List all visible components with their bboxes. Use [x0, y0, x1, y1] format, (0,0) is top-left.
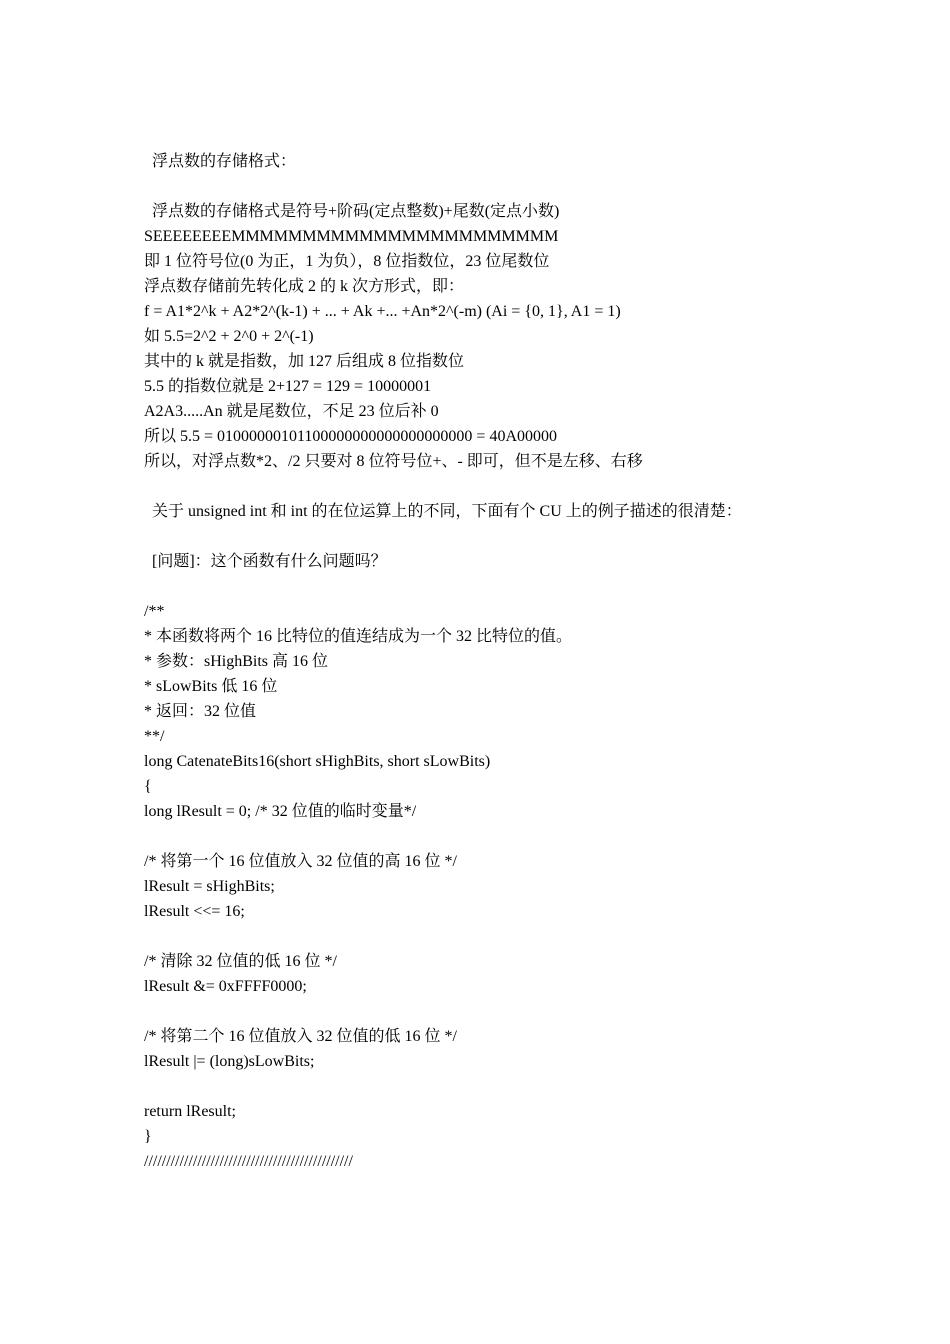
- code-line: * sLowBits 低 16 位: [144, 678, 278, 695]
- blank-line: [144, 574, 844, 599]
- paragraph-line: SEEEEEEEEMMMMMMMMMMMMMMMMMMMMMMM: [144, 228, 559, 245]
- document-body: [144, 149, 844, 1174]
- paragraph-line: 所以，对浮点数*2、/2 只要对 8 位符号位+、- 即可，但不是左移、右移: [144, 453, 643, 470]
- code-line: lResult <<= 16;: [144, 903, 245, 920]
- code-line: lResult = sHighBits;: [144, 878, 275, 895]
- code-line: /* 将第一个 16 位值放入 32 位值的高 16 位 */: [144, 853, 457, 870]
- code-line: long CatenateBits16(short sHighBits, short sLowBits): [144, 753, 491, 770]
- question-line: [问题]：这个函数有什么问题吗？: [152, 553, 387, 570]
- blank-line: [144, 1074, 844, 1099]
- code-line: long lResult = 0; /* 32 位值的临时变量*/: [144, 803, 417, 820]
- code-line: * 参数：sHighBits 高 16 位: [144, 653, 329, 670]
- code-line: lResult &= 0xFFFF0000;: [144, 978, 307, 995]
- paragraph-line: 关于 unsigned int 和 int 的在位运算上的不同，下面有个 CU 上的例子描述的很清楚：: [152, 503, 742, 520]
- paragraph-line: 浮点数的存储格式是符号+阶码(定点整数)+尾数(定点小数): [152, 203, 560, 220]
- paragraph-line: 5.5 的指数位就是 2+127 = 129 = 10000001: [144, 378, 432, 395]
- blank-line: [144, 824, 844, 849]
- blank-line: [144, 474, 844, 499]
- code-line: /* 将第二个 16 位值放入 32 位值的低 16 位 */: [144, 1028, 457, 1045]
- code-line: }: [144, 1128, 152, 1145]
- code-line: {: [144, 778, 152, 795]
- code-line: lResult |= (long)sLowBits;: [144, 1053, 315, 1070]
- code-line: * 返回：32 位值: [144, 703, 257, 720]
- code-line: * 本函数将两个 16 比特位的值连结成为一个 32 比特位的值。: [144, 628, 573, 645]
- paragraph-line: A2A3.....An 就是尾数位，不足 23 位后补 0: [144, 403, 439, 420]
- code-line: **/: [144, 728, 165, 745]
- paragraph-line: 如 5.5=2^2 + 2^0 + 2^(-1): [144, 328, 314, 345]
- paragraph-line: 其中的 k 就是指数，加 127 后组成 8 位指数位: [144, 353, 465, 370]
- separator-line: ///////////////////////////////////////////////: [144, 1153, 353, 1170]
- paragraph-line: 所以 5.5 = 01000000101100000000000000000000 = 40A00000: [144, 428, 558, 445]
- blank-line: [144, 999, 844, 1024]
- blank-line: [144, 524, 844, 549]
- code-line: /* 清除 32 位值的低 16 位 */: [144, 953, 337, 970]
- code-line: /**: [144, 603, 165, 620]
- section-heading: 浮点数的存储格式：: [152, 153, 297, 170]
- blank-line: [144, 174, 844, 199]
- code-line: return lResult;: [144, 1103, 236, 1120]
- paragraph-line: 浮点数存储前先转化成 2 的 k 次方形式，即：: [144, 278, 465, 295]
- paragraph-line: 即 1 位符号位(0 为正，1 为负），8 位指数位，23 位尾数位: [144, 253, 550, 270]
- blank-line: [144, 924, 844, 949]
- formula-line: f = A1*2^k + A2*2^(k-1) + ... + Ak +... +An*2^(-m) (Ai = {0, 1}, A1 = 1): [144, 303, 621, 320]
